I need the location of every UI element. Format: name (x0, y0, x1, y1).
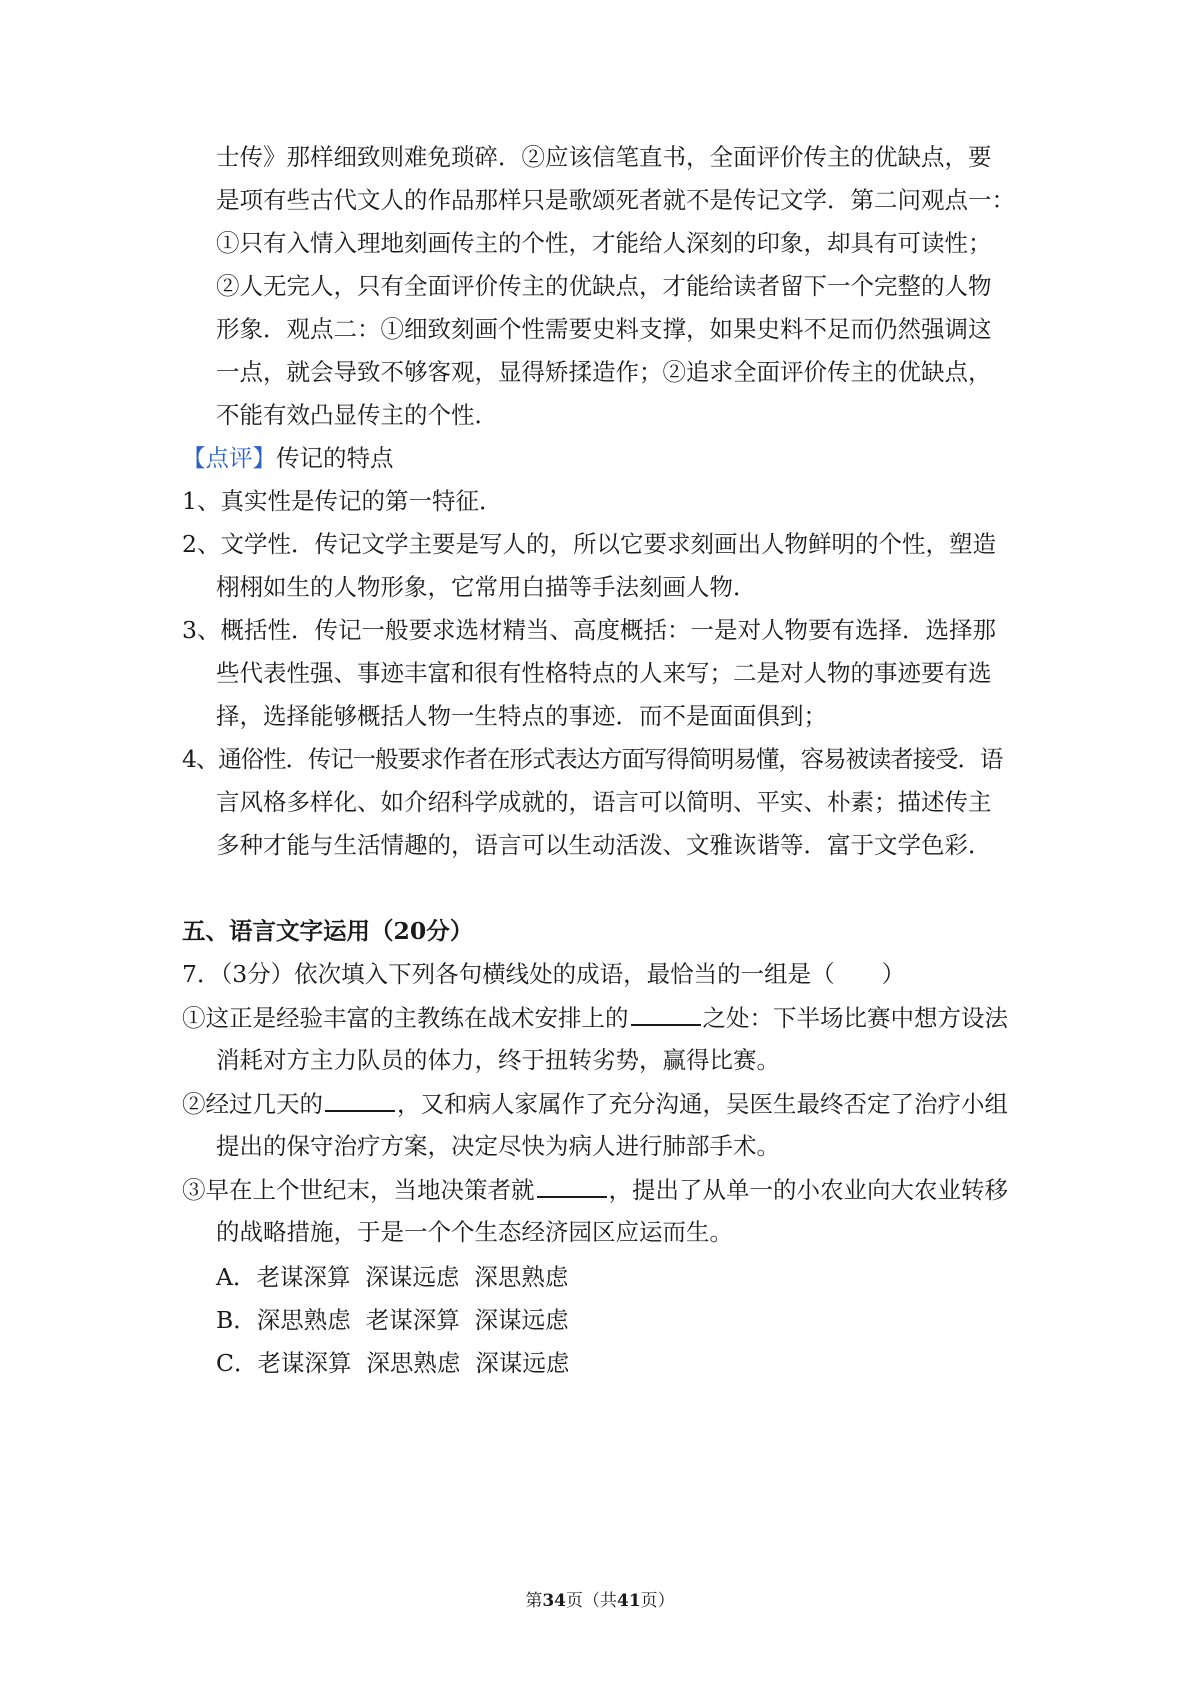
total-pages: 41 (617, 1591, 641, 1611)
section-heading: 五、语言文字运用（20分） (182, 917, 474, 945)
answer-continuation-line: 士传》那样细致则难免琐碎．②应该信笔直书，全面评价传主的优缺点，要 (216, 143, 992, 171)
comment-heading (182, 443, 394, 473)
page-number: 34 (542, 1591, 566, 1611)
sentence-3 (182, 1174, 1008, 1205)
point-line: 4、通俗性．传记一般要求作者在形式表达方面写得简明易懂，容易被读者接受．语 (182, 745, 1003, 773)
sentence-text: ③早在上个世纪末，当地决策者就 (182, 1176, 535, 1204)
point-line: 多种才能与生活情趣的，语言可以生动活泼、文雅诙谐等．富于文学色彩． (216, 831, 992, 859)
option-a[interactable]: A．老谋深算 深谋远虑 深思熟虑 (216, 1263, 569, 1291)
sentence-text: ，提出了从单一的小农业向大农业转移 (608, 1176, 1008, 1204)
answer-continuation-line: 不能有效凸显传主的个性． (216, 401, 498, 429)
answer-blank (325, 1088, 395, 1112)
sentence-text: ②经过几天的 (182, 1090, 323, 1118)
sentence-text: 之处：下半场比赛中想方设法 (702, 1004, 1008, 1032)
point-line: 言风格多样化、如介绍科学成就的，语言可以简明、平实、朴素；描述传主 (216, 788, 992, 816)
sentence-2-cont: 提出的保守治疗方案，决定尽快为病人进行肺部手术。 (216, 1132, 780, 1160)
point-line: 3、概括性．传记一般要求选材精当、高度概括：一是对人物要有选择．选择那 (182, 616, 996, 644)
sentence-1 (182, 1002, 1008, 1033)
answer-continuation-line: 一点，就会导致不够客观，显得矫揉造作；②追求全面评价传主的优缺点， (216, 358, 992, 386)
comment-tag: 【点评】 (182, 444, 276, 472)
question-stem: 7．（3分）依次填入下列各句横线处的成语，最恰当的一组是（ ） (182, 960, 906, 988)
option-b[interactable]: B．深思熟虑 老谋深算 深谋远虑 (216, 1306, 569, 1334)
sentence-3-cont: 的战略措施，于是一个个生态经济园区应运而生。 (216, 1218, 733, 1246)
answer-continuation-line: ①只有入情入理地刻画传主的个性，才能给人深刻的印象，却具有可读性； (216, 229, 992, 257)
point-line: 1、真实性是传记的第一特征． (182, 487, 503, 515)
sentence-1-cont: 消耗对方主力队员的体力，终于扭转劣势，赢得比赛。 (216, 1046, 780, 1074)
footer-text: 第 (525, 1591, 543, 1611)
point-line: 栩栩如生的人物形象，它常用白描等手法刻画人物． (216, 573, 757, 601)
page-footer (0, 1586, 1200, 1611)
sentence-text: ①这正是经验丰富的主教练在战术安排上的 (182, 1004, 629, 1032)
point-line: 些代表性强、事迹丰富和很有性格特点的人来写；二是对人物的事迹要有选 (216, 659, 992, 687)
point-line: 择，选择能够概括人物一生特点的事迹．而不是面面俱到； (216, 702, 827, 730)
sentence-text: ，又和病人家属作了充分沟通，吴医生最终否定了治疗小组 (397, 1090, 1008, 1118)
answer-continuation-line: 是项有些古代文人的作品那样只是歌颂死者就不是传记文学．第二问观点一： (216, 186, 1015, 214)
answer-continuation-line: ②人无完人，只有全面评价传主的优缺点，才能给读者留下一个完整的人物 (216, 272, 992, 300)
footer-text: 页） (640, 1591, 675, 1611)
answer-continuation-line: 形象．观点二：①细致刻画个性需要史料支撑，如果史料不足而仍然强调这 (216, 315, 992, 343)
answer-blank (631, 1002, 701, 1026)
option-c[interactable]: C．老谋深算 深思熟虑 深谋远虑 (216, 1349, 570, 1377)
comment-title: 传记的特点 (276, 444, 394, 472)
footer-text: 页（共 (566, 1591, 617, 1611)
point-line: 2、文学性．传记文学主要是写人的，所以它要求刻画出人物鲜明的个性，塑造 (182, 530, 996, 558)
answer-blank (537, 1174, 607, 1198)
sentence-2 (182, 1088, 1008, 1119)
